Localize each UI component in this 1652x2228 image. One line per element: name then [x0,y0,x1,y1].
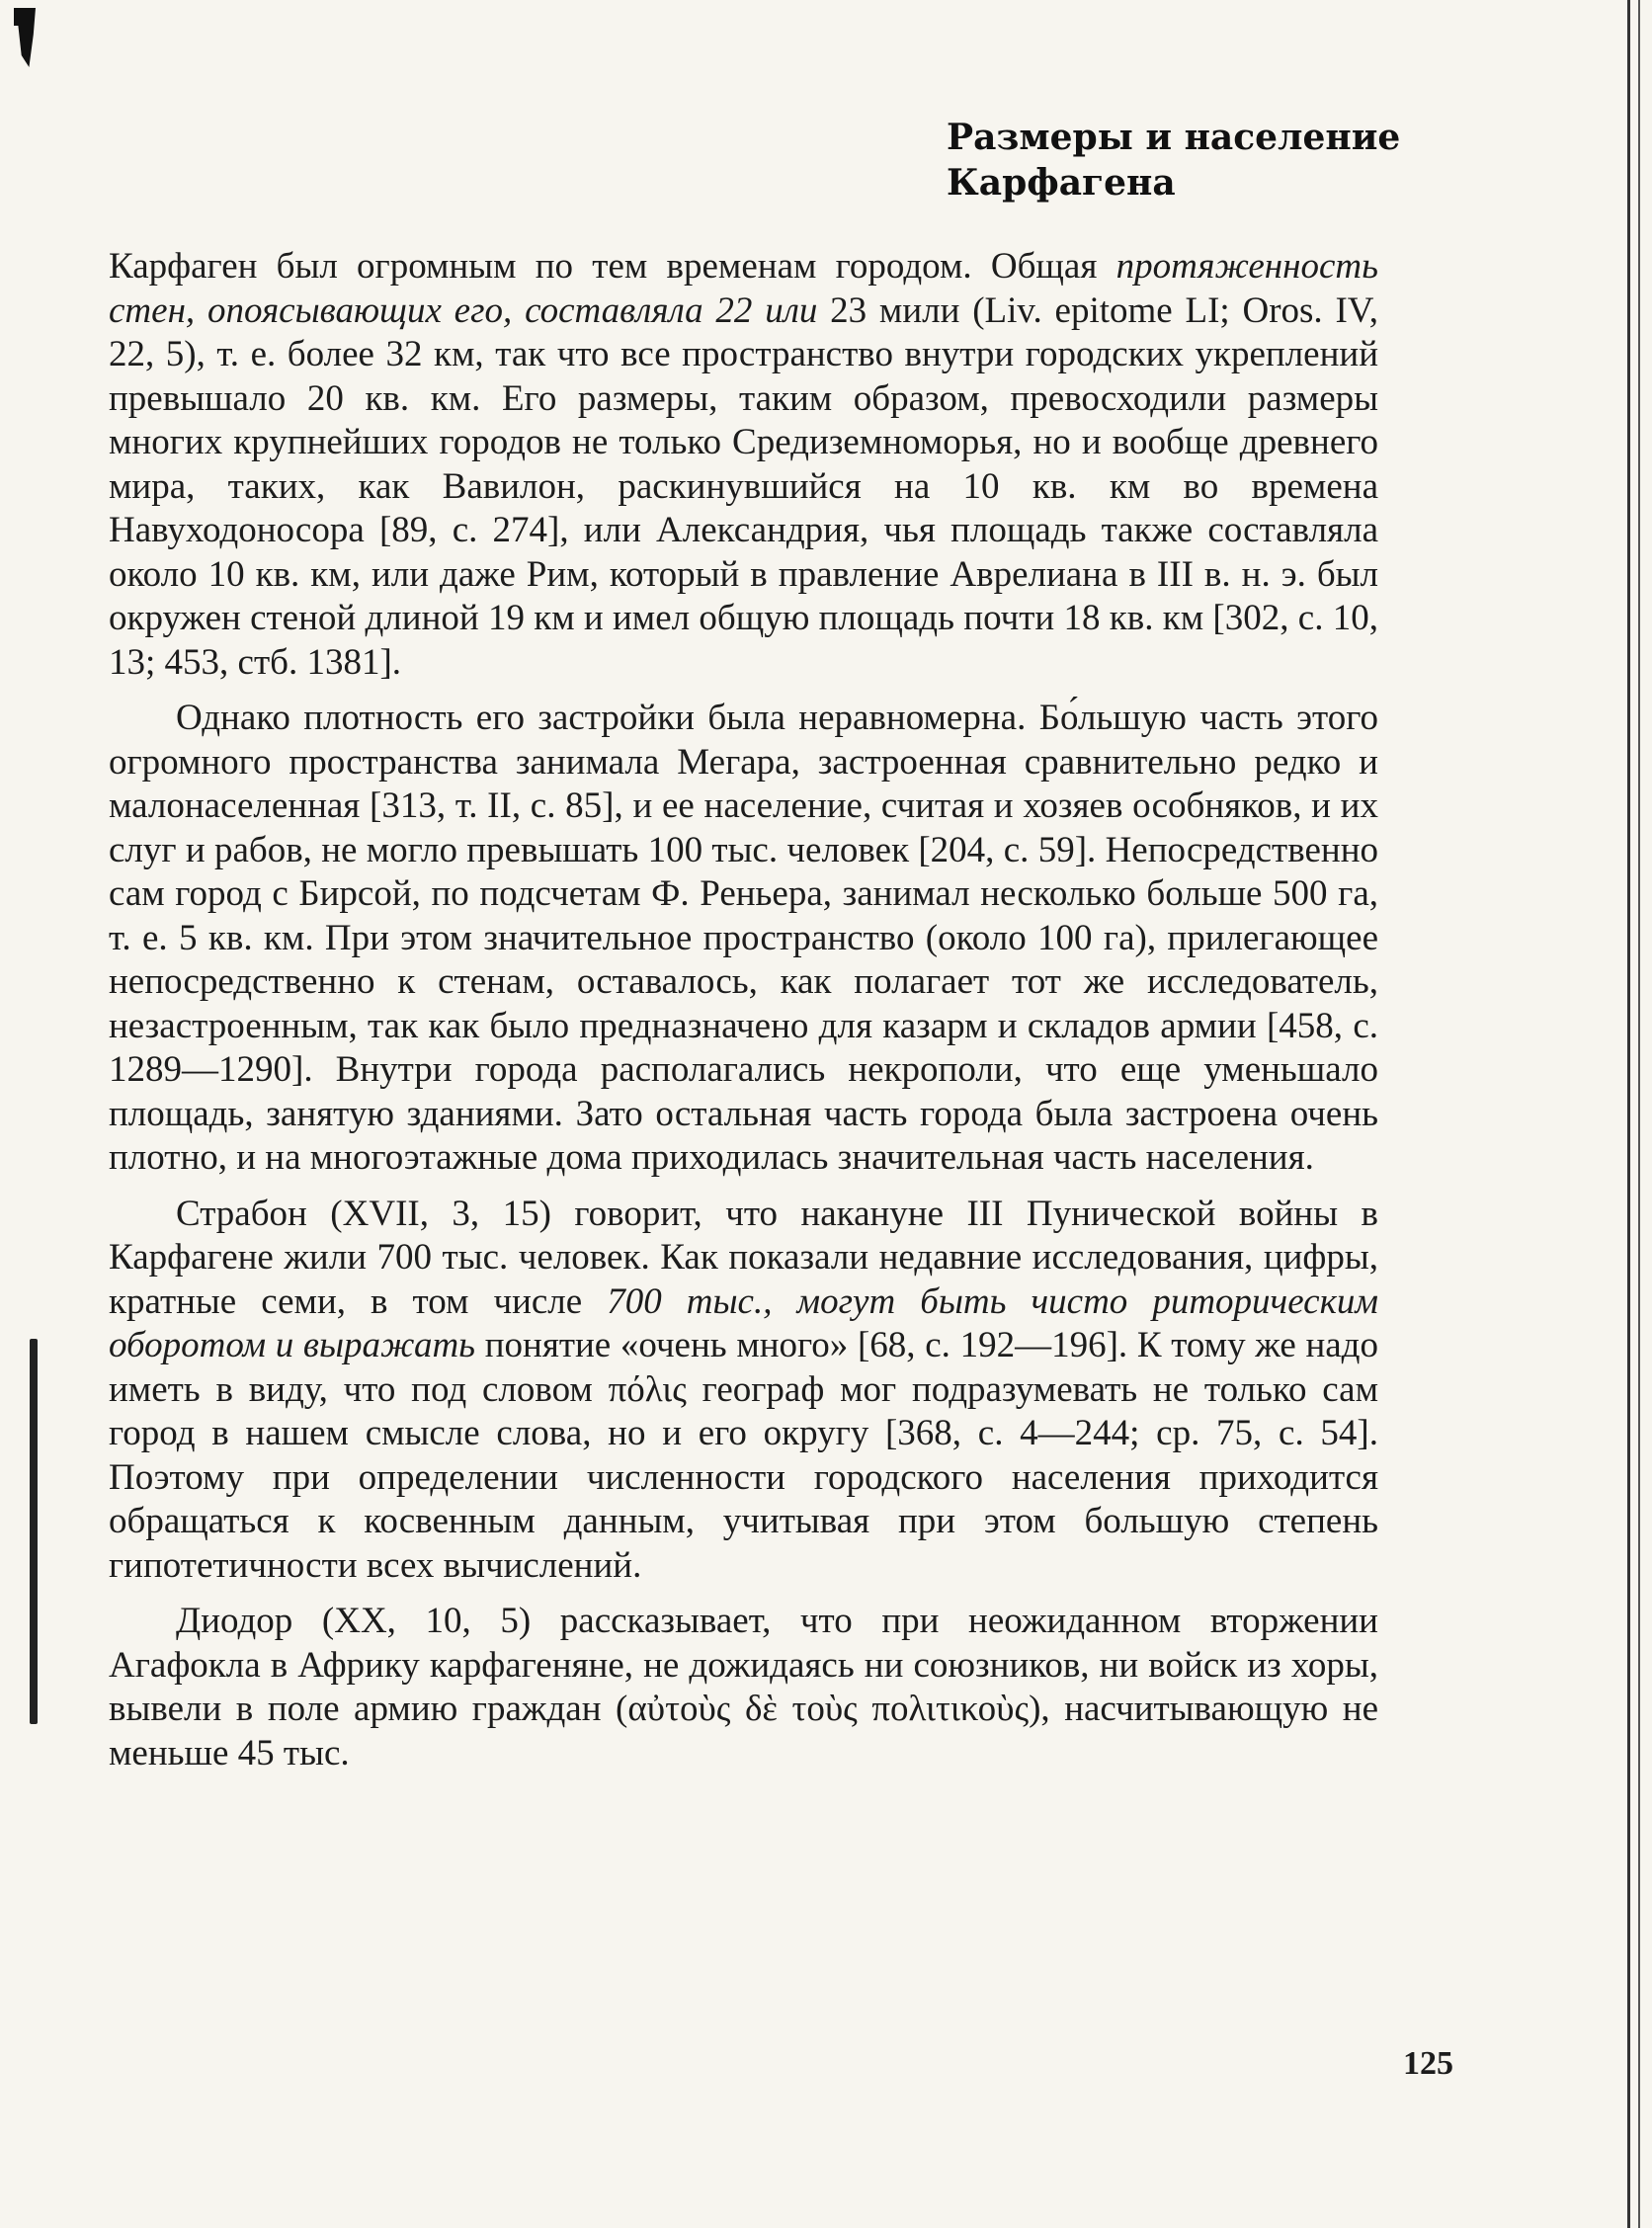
paragraph-1 [109,245,1378,685]
paragraph-3 [109,1193,1378,1589]
section-heading-line-1: Размеры и население [947,117,1401,158]
paragraph-1-text-a: Карфаген был огромным по тем временам городом. Общая [109,246,1116,287]
scan-artifact-mark [14,8,36,67]
paragraph-1-italic: протяженность стен, опоясывающих его, составляла 22 или [109,246,1378,331]
page-edge-line-outer [1638,0,1640,2228]
page-number: 125 [1403,2045,1453,2082]
paragraph-4-text: Диодор (XX, 10, 5) рассказывает, что при неожиданном вторжении Агафокла в Африку карфагеняне, не дожидаясь ни союзников, ни войск из хоры, вывели в поле армию граждан (αὐτοὺς δὲ τοὺς πολιτικοὺς), насчитывающую не меньше 45 тыс. [109,1601,1378,1774]
paragraph-1-text-b: 23 мили (Liv. epitome LI; Oros. IV, 22, 5), т. е. более 32 км, так что все пространство внутри городских укреплений превышало 20 кв. км. Его размеры, таким образом, превосходили размеры многих крупнейших городов не только Средиземноморья, но и вообще древнего мира, таких, как Вавилон, раскинувшийся на 10 кв. км во времена Навуходоносора [89, с. 274], или Александрия, чья площадь также составляла около 10 кв. км, или даже Рим, который в правление Аврелиана в III в. н. э. был окружен стеной длиной 19 км и имел общую площадь почти 18 кв. км [302, с. 10, 13; 453, стб. 1381]. [109,289,1378,683]
paragraph-3-text-a: Страбон (XVII, 3, 15) говорит, что накануне III Пунической войны в Карфагене жили 700 тыс. человек. Как показали недавние исследования, цифры, кратные семи, в том числе [109,1193,1378,1322]
margin-marker-bar [30,1339,38,1724]
body-text [109,245,1378,1787]
paragraph-3-italic: 700 тыс., могут быть чисто риторическим оборотом и выражать [109,1280,1378,1365]
paragraph-3-text-b: понятие «очень много» [68, с. 192—196]. К тому же надо иметь в виду, что под словом πόλις географ мог подразумевать не только сам город в нашем смысле слова, но и его округу [368, с. 4—244; ср. 75, с. 54]. Поэтому при определении численности городского населения приходится обращаться к косвенным данным, учитывая при этом большую степень гипотетичности всех вычислений. [109,1325,1378,1586]
paragraph-4 [109,1600,1378,1775]
paragraph-2 [109,697,1378,1181]
paragraph-2-text: Однако плотность его застройки была неравномерна. Бо́льшую часть этого огромного пространства занимала Мегара, застроенная сравнительно редко и малонаселенная [313, т. II, с. 85], и ее население, считая и хозяев особняков, и их слуг и рабов, не могло превышать 100 тыс. человек [204, с. 59]. Непосредственно сам город с Бирсой, по подсчетам Ф. Реньера, занимал несколько больше 500 га, т. е. 5 кв. км. При этом значительное пространство (около 100 га), прилегающее непосредственно к стенам, оставалось, как полагает тот же исследователь, незастроенным, так как было предназначено для казарм и складов армии [458, с. 1289—1290]. Внутри города располагались некрополи, что еще уменьшало площадь, занятую зданиями. Зато остальная часть города была застроена очень плотно, и на многоэтажные дома приходилась значительная часть населения. [109,698,1378,1178]
section-heading [947,115,1401,206]
section-heading-line-2: Карфагена [947,162,1176,204]
page-edge-line [1627,0,1630,2228]
